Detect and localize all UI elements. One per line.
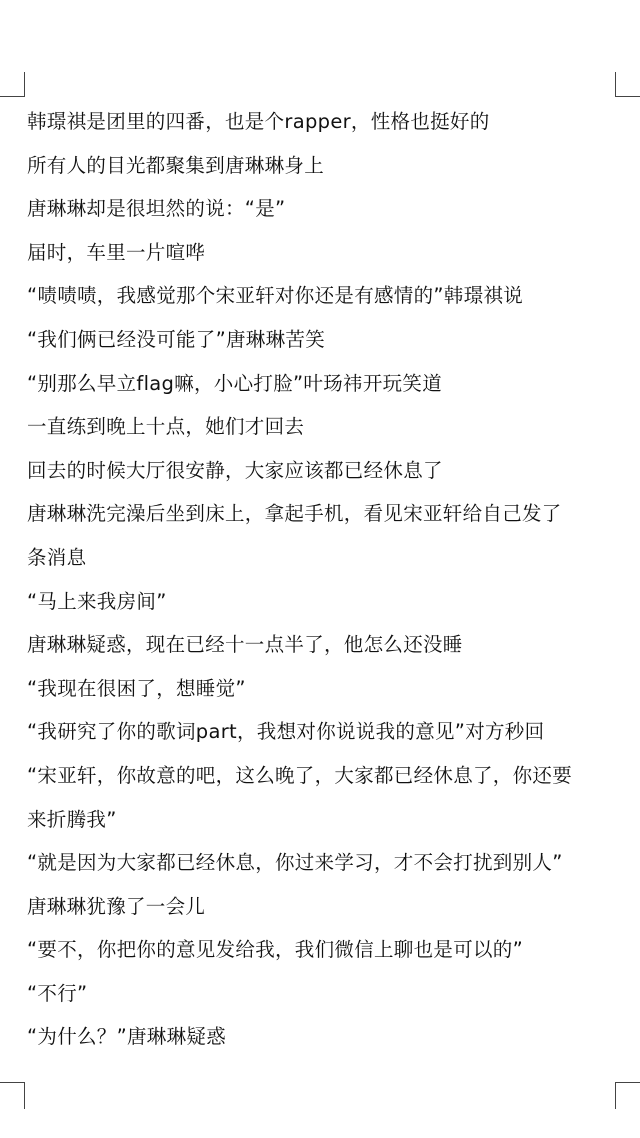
text-line: 条消息 [27, 545, 87, 569]
text-line: “就是因为大家都已经休息，你过来学习，才不会打扰到别人” [27, 851, 563, 875]
document-body [27, 100, 617, 1059]
text-line: “要不，你把你的意见发给我，我们微信上聊也是可以的” [27, 938, 524, 962]
text-line: 唐琳琳犹豫了一会儿 [27, 894, 206, 918]
text-line: 所有人的目光都聚集到唐琳琳身上 [27, 153, 325, 177]
crop-mark-top-right [615, 72, 640, 97]
text-line: “别那么早立flag嘛，小心打脸”叶玚祎开玩笑道 [27, 371, 443, 395]
text-line: 韩璟祺是团里的四番，也是个rapper，性格也挺好的 [27, 110, 490, 133]
text-line: 回去的时候大厅很安静，大家应该都已经休息了 [27, 458, 443, 482]
text-line: “我现在很困了，想睡觉” [27, 676, 246, 700]
text-line: “为什么？”唐琳琳疑惑 [27, 1025, 227, 1049]
crop-mark-bottom-left [0, 1082, 25, 1109]
text-line: “我研究了你的歌词part，我想对你说说我的意见”对方秒回 [27, 720, 545, 744]
text-line: 唐琳琳却是很坦然的说：“是” [27, 197, 286, 221]
text-line: 一直练到晚上十点，她们才回去 [27, 415, 305, 439]
text-line: 来折腾我” [27, 807, 117, 831]
text-line: 唐琳琳疑惑，现在已经十一点半了，他怎么还没睡 [27, 633, 463, 657]
crop-mark-top-left [0, 72, 25, 97]
text-line: “马上来我房间” [27, 589, 167, 613]
text-line: 唐琳琳洗完澡后坐到床上，拿起手机，看见宋亚轩给自己发了 [27, 502, 562, 526]
text-line: “啧啧啧，我感觉那个宋亚轩对你还是有感情的”韩璟祺说 [27, 284, 524, 308]
text-line: “不行” [27, 981, 88, 1005]
text-line: 届时，车里一片喧哗 [27, 240, 206, 264]
text-line: “我们俩已经没可能了”唐琳琳苦笑 [27, 327, 326, 351]
crop-mark-bottom-right [615, 1082, 640, 1109]
text-line: “宋亚轩，你故意的吧，这么晚了，大家都已经休息了，你还要 [27, 763, 573, 787]
